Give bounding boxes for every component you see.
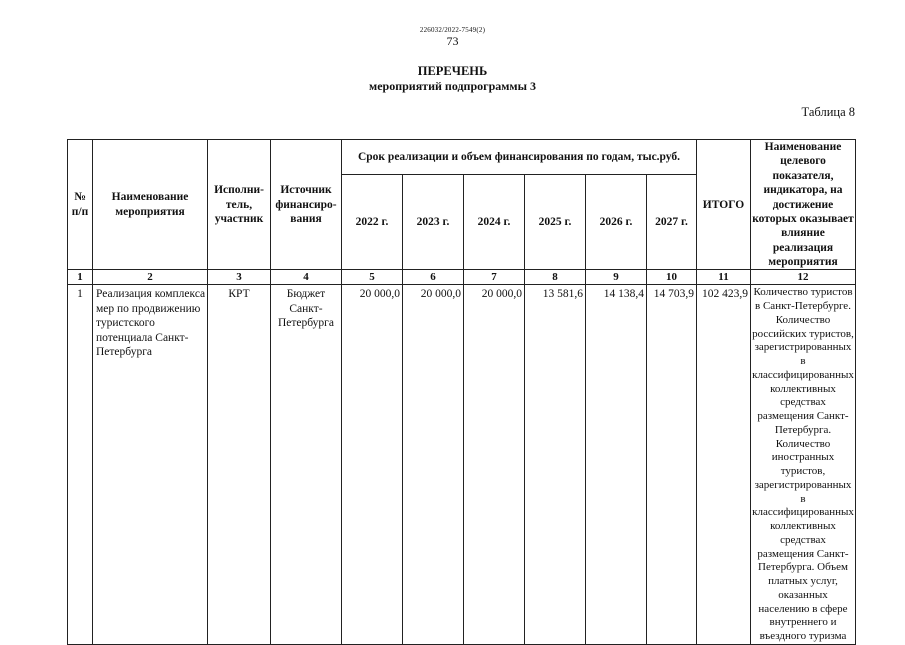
activities-table bbox=[67, 139, 856, 645]
document-registration-number: 226032/2022-7549(2) bbox=[419, 26, 486, 34]
column-number: 2 bbox=[93, 270, 208, 285]
column-number: 9 bbox=[586, 270, 647, 285]
column-number: 8 bbox=[525, 270, 586, 285]
column-number: 7 bbox=[464, 270, 525, 285]
header-num: № п/п bbox=[68, 140, 93, 270]
header-period-group: Срок реализации и объем финансирования по годам, тыс.руб. bbox=[342, 140, 697, 175]
row-funding-source: Бюджет Санкт-Петербурга bbox=[271, 285, 342, 645]
column-number: 4 bbox=[271, 270, 342, 285]
row-executor: КРТ bbox=[208, 285, 271, 645]
row-value-2023: 20 000,0 bbox=[403, 285, 464, 645]
column-number: 10 bbox=[647, 270, 697, 285]
column-number: 5 bbox=[342, 270, 403, 285]
header-year: 2027 г. bbox=[647, 175, 697, 270]
row-value-2026: 14 138,4 bbox=[586, 285, 647, 645]
row-target-indicator: Количество туристов в Санкт-Петербурге. Количество российских туристов, зарегистрированных в классифицированных коллективных средствах размещения Санкт-Петербурга. Количество иностранных туристов, зарегистрированных в классифицированных коллективных средствах размещения Санкт-Петербурга. Объем платных услуг, оказанных населению в сфере внутреннего и въездного туризма bbox=[751, 285, 856, 645]
column-number: 1 bbox=[68, 270, 93, 285]
header-year: 2025 г. bbox=[525, 175, 586, 270]
column-number-row bbox=[68, 270, 856, 285]
page-number: 73 bbox=[446, 34, 459, 48]
header-year: 2022 г. bbox=[342, 175, 403, 270]
column-number: 3 bbox=[208, 270, 271, 285]
row-num: 1 bbox=[68, 285, 93, 645]
header-year: 2023 г. bbox=[403, 175, 464, 270]
header-activity-name: Наименование мероприятия bbox=[93, 140, 208, 270]
row-activity-name: Реализация комплекса мер по продвижению туристского потенциала Санкт-Петербурга bbox=[93, 285, 208, 645]
column-number: 11 bbox=[697, 270, 751, 285]
row-total: 102 423,9 bbox=[697, 285, 751, 645]
document-title: ПЕРЕЧЕНЬ bbox=[417, 64, 488, 78]
row-value-2027: 14 703,9 bbox=[647, 285, 697, 645]
row-value-2025: 13 581,6 bbox=[525, 285, 586, 645]
header-total: ИТОГО bbox=[697, 140, 751, 270]
table-header-row bbox=[68, 140, 856, 175]
header-executor: Исполни-тель, участник bbox=[208, 140, 271, 270]
column-number: 6 bbox=[403, 270, 464, 285]
header-funding-source: Источник финансиро-вания bbox=[271, 140, 342, 270]
header-year: 2026 г. bbox=[586, 175, 647, 270]
table-label: Таблица 8 bbox=[801, 105, 855, 119]
column-number: 12 bbox=[751, 270, 856, 285]
table-row bbox=[68, 285, 856, 645]
document-subtitle: мероприятий подпрограммы 3 bbox=[369, 79, 536, 93]
row-value-2024: 20 000,0 bbox=[464, 285, 525, 645]
header-year: 2024 г. bbox=[464, 175, 525, 270]
header-target-indicator: Наименование целевого показателя, индикатора, на достижение которых оказывает влияние реализация мероприятия bbox=[752, 141, 854, 268]
row-value-2022: 20 000,0 bbox=[342, 285, 403, 645]
